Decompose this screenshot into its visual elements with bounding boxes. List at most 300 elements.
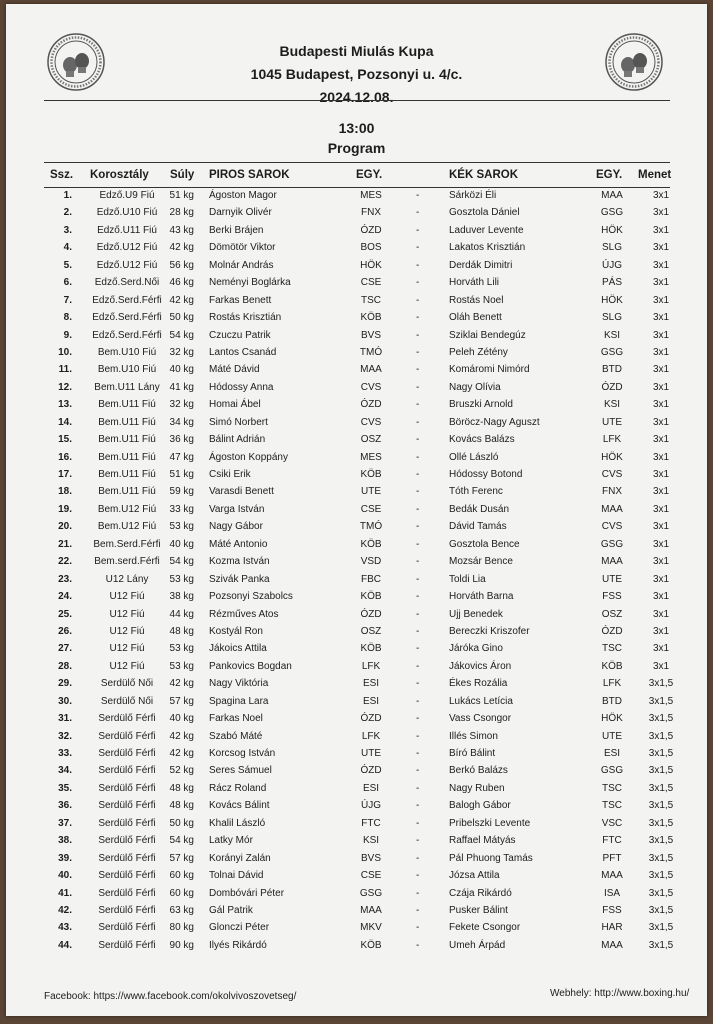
blue-corner-club: LFK [602, 434, 622, 446]
vs-dash: - [416, 416, 420, 428]
blue-corner-club: HÖK [601, 224, 623, 236]
red-corner-name: Ágoston Magor [209, 190, 277, 201]
rounds: 3x1,5 [648, 870, 674, 882]
bout-number: 43. [58, 922, 72, 934]
red-corner-name: Molnár András [209, 259, 274, 271]
blue-corner-name: Pál Phuong Tamás [449, 852, 533, 864]
red-corner-club: LFK [361, 730, 381, 742]
blue-corner-name: Jákovics Áron [449, 660, 512, 672]
age-group: Bem.U11 Lány [94, 381, 160, 393]
vs-dash: - [416, 782, 420, 794]
bout-number: 18. [58, 486, 72, 498]
red-corner-club: MES [360, 451, 382, 463]
weight-class: 60 kg [169, 887, 194, 899]
bout-number: 19. [58, 503, 72, 515]
red-corner-name: Berki Brájen [209, 224, 264, 236]
bout-row [44, 397, 670, 414]
red-corner-club: GSG [359, 887, 383, 899]
blue-corner-club: ÓZD [601, 625, 623, 637]
red-corner-name: Ágoston Koppány [209, 451, 288, 463]
red-corner-name: Rácz Roland [209, 782, 267, 794]
vs-dash: - [416, 381, 420, 393]
red-corner-club: FNX [361, 207, 381, 219]
bout-row [44, 537, 670, 554]
red-corner-club: KÖB [360, 643, 382, 655]
age-group: Edző.U12 Fiú [96, 259, 158, 271]
weight-class: 54 kg [169, 329, 194, 341]
vs-dash: - [416, 887, 420, 899]
blue-corner-name: Raffael Mátyás [449, 835, 516, 847]
weight-class: 40 kg [169, 364, 194, 376]
weight-class: 28 kg [169, 207, 194, 219]
weight-class: 51 kg [169, 190, 194, 201]
blue-corner-club: PÁS [601, 277, 622, 289]
vs-dash: - [416, 277, 420, 289]
rounds: 3x1,5 [648, 730, 674, 742]
header-divider [44, 100, 670, 101]
rounds: 3x1,5 [648, 800, 674, 812]
blue-corner-club: GSG [600, 765, 624, 777]
age-group: Serdülő Férfi [98, 870, 156, 882]
blue-corner-club: MAA [601, 190, 623, 201]
weight-class: 43 kg [169, 224, 194, 236]
blue-corner-name: Nagy Olívia [449, 381, 501, 393]
blue-corner-club: MAA [601, 870, 623, 882]
rounds: 3x1,5 [648, 817, 674, 829]
bout-row [44, 868, 674, 885]
bout-row [44, 380, 670, 397]
weight-class: 53 kg [169, 660, 194, 672]
blue-corner-club: HÖK [601, 451, 623, 463]
blue-corner-club: MAA [601, 939, 623, 951]
weight-class: 40 kg [169, 538, 194, 550]
blue-corner-club: FNX [602, 486, 622, 498]
vs-dash: - [416, 852, 420, 864]
vs-dash: - [416, 591, 420, 603]
bout-number: 9. [63, 329, 72, 341]
bout-row [44, 589, 670, 606]
program-title: Program [327, 140, 386, 156]
vs-dash: - [416, 242, 420, 254]
col-blue-header: KÉK SAROK [449, 169, 519, 181]
bout-row [44, 240, 670, 257]
blue-corner-name: Vass Csongor [449, 713, 512, 725]
age-group: Edző.U9 Fiú [99, 190, 155, 201]
red-corner-club: KÖB [360, 538, 382, 550]
blue-corner-name: Horváth Lili [449, 277, 500, 289]
blue-corner-club: UTE [602, 416, 622, 428]
col-blue-club-header: EGY. [596, 169, 623, 181]
vs-dash: - [416, 329, 420, 341]
age-group: Edző.Serd.Férfi [92, 329, 162, 341]
red-corner-name: Korányi Zalán [209, 852, 271, 864]
bout-row [44, 851, 674, 868]
bout-number: 36. [58, 800, 72, 812]
bout-number: 21. [58, 538, 72, 550]
bout-number: 23. [58, 573, 72, 585]
footer-website: Webhely: http://www.boxing.hu/ [550, 988, 690, 999]
weight-class: 36 kg [169, 434, 194, 446]
bout-number: 25. [58, 608, 72, 620]
weight-class: 32 kg [169, 346, 194, 358]
blue-corner-club: KÖB [601, 660, 623, 672]
red-corner-club: UTE [361, 748, 381, 759]
bout-number: 4. [63, 242, 72, 254]
red-corner-name: Szivák Panka [209, 573, 270, 585]
vs-dash: - [416, 904, 420, 916]
rounds: 3x1,5 [648, 713, 674, 725]
program-sheet [6, 4, 707, 1016]
blue-corner-name: Peleh Zétény [449, 346, 508, 358]
blue-corner-name: Illés Simon [449, 730, 498, 742]
bout-list [44, 188, 674, 955]
red-corner-name: Rostás Krisztián [209, 312, 282, 324]
blue-corner-name: Bereczki Kriszofer [449, 625, 530, 637]
col-age-header: Korosztály [90, 169, 149, 181]
red-corner-club: OSZ [360, 434, 382, 446]
bout-row [44, 519, 670, 536]
blue-corner-name: Czája Rikárdó [449, 887, 512, 899]
red-corner-name: Homai Ábel [209, 399, 261, 411]
red-corner-club: TMÓ [359, 346, 383, 358]
age-group: Edző.Serd.Férfi [92, 294, 162, 306]
rounds: 3x1 [652, 416, 670, 428]
red-corner-name: Nagy Viktória [209, 678, 269, 690]
rounds: 3x1 [652, 364, 670, 376]
weight-class: 50 kg [169, 312, 194, 324]
blue-corner-name: Pusker Bálint [449, 904, 508, 916]
blue-corner-club: UTE [602, 573, 622, 585]
event-header [6, 40, 707, 109]
rounds: 3x1 [652, 329, 670, 341]
bout-row [44, 903, 674, 920]
blue-corner-name: Sárközi Éli [449, 190, 497, 201]
blue-corner-name: Rostás Noel [449, 294, 504, 306]
age-group: Bem.U11 Fiú [98, 399, 156, 411]
vs-dash: - [416, 451, 420, 463]
blue-corner-name: Sziklai Bendegúz [449, 329, 526, 341]
bout-row [44, 310, 670, 327]
red-corner-club: ÓZD [360, 224, 382, 236]
rounds: 3x1 [652, 381, 670, 393]
rounds: 3x1 [652, 538, 670, 550]
red-corner-club: KÖB [360, 939, 382, 951]
age-group: Serdülő Férfi [98, 887, 156, 899]
blue-corner-club: MAA [601, 556, 623, 568]
weight-class: 48 kg [169, 782, 194, 794]
blue-corner-club: FSS [602, 591, 622, 603]
vs-dash: - [416, 748, 420, 759]
vs-dash: - [416, 713, 420, 725]
bout-row [44, 450, 670, 467]
red-corner-club: TMÓ [359, 521, 383, 533]
red-corner-name: Farkas Noel [209, 713, 263, 725]
vs-dash: - [416, 259, 420, 271]
blue-corner-club: ESI [603, 748, 621, 759]
red-corner-name: Nagy Gábor [209, 521, 263, 533]
bout-number: 35. [58, 782, 72, 794]
red-corner-name: Varga István [209, 503, 265, 515]
age-group: U12 Fiú [109, 643, 145, 655]
bout-row [44, 328, 670, 345]
blue-corner-name: Ollé László [449, 451, 499, 463]
rounds: 3x1 [652, 625, 670, 637]
weight-class: 42 kg [169, 242, 194, 254]
rounds: 3x1 [652, 207, 670, 219]
bout-row [44, 746, 674, 763]
red-corner-name: Darnyik Olivér [209, 207, 272, 219]
age-group: Bem.Serd.Férfi [93, 538, 161, 550]
bout-number: 11. [58, 364, 72, 376]
red-corner-club: MKV [360, 922, 382, 934]
col-weight-header: Súly [170, 169, 195, 181]
event-title: Budapesti Miulás Kupa [279, 43, 434, 59]
bout-row [44, 345, 670, 362]
bout-number: 41. [58, 887, 72, 899]
age-group: Bem.U11 Fiú [98, 469, 156, 480]
blue-corner-name: Dávid Tamás [449, 521, 507, 533]
weight-class: 48 kg [169, 625, 194, 637]
red-corner-name: Neményi Boglárka [209, 277, 291, 289]
red-corner-name: Kovács Bálint [209, 800, 270, 812]
red-corner-club: OSZ [360, 625, 382, 637]
red-corner-club: ÓZD [360, 608, 382, 620]
blue-corner-name: Tóth Ferenc [449, 486, 503, 498]
blue-corner-name: Józsa Attila [449, 870, 500, 882]
bout-row [44, 554, 670, 571]
blue-corner-name: Derdák Dimitri [449, 259, 513, 271]
age-group: Serdülő Férfi [98, 713, 156, 725]
blue-corner-club: BTD [602, 364, 622, 376]
bout-row [44, 659, 670, 676]
vs-dash: - [416, 660, 420, 672]
blue-corner-club: HÖK [601, 294, 623, 306]
red-corner-club: CVS [360, 381, 382, 393]
vs-dash: - [416, 625, 420, 637]
blue-corner-name: Bedák Dusán [449, 503, 510, 515]
red-corner-name: Latky Mór [209, 835, 253, 847]
weight-class: 33 kg [169, 503, 194, 515]
bout-number: 34. [58, 765, 72, 777]
red-corner-club: ÓZD [360, 399, 382, 411]
bout-number: 15. [58, 434, 72, 446]
rounds: 3x1,5 [648, 695, 674, 707]
weight-class: 51 kg [169, 469, 194, 480]
rounds: 3x1 [652, 224, 670, 236]
bout-number: 16. [58, 451, 72, 463]
bout-number: 30. [58, 695, 72, 707]
red-corner-name: Bálint Adrián [209, 434, 266, 446]
red-corner-name: Simó Norbert [209, 416, 268, 428]
bout-row [44, 763, 674, 780]
blue-corner-club: PFT [602, 852, 622, 864]
bout-row [44, 362, 670, 379]
age-group: Serdülő Női [100, 695, 154, 707]
bout-number: 29. [58, 678, 72, 690]
bout-number: 7. [63, 294, 72, 306]
age-group: Serdülő Férfi [98, 765, 156, 777]
red-corner-club: BOS [360, 242, 382, 254]
vs-dash: - [416, 364, 420, 376]
blue-corner-club: SLG [601, 242, 622, 254]
bout-number: 14. [58, 416, 72, 428]
red-corner-name: Khalil László [209, 817, 266, 829]
blue-corner-name: Hódossy Botond [449, 469, 523, 480]
vs-dash: - [416, 608, 420, 620]
bout-row [44, 676, 674, 693]
bout-row [44, 432, 670, 449]
event-date: 2024.12.08. [319, 89, 394, 105]
age-group: Serdülő Női [100, 678, 154, 690]
rounds: 3x1,5 [648, 852, 674, 864]
red-corner-name: Máté Antonio [209, 538, 268, 550]
blue-corner-club: CVS [601, 469, 623, 480]
red-corner-club: ESI [362, 782, 380, 794]
red-corner-name: Farkas Benett [209, 294, 272, 306]
vs-dash: - [416, 399, 420, 411]
bout-row [44, 886, 674, 903]
vs-dash: - [416, 503, 420, 515]
rounds: 3x1 [652, 242, 670, 254]
blue-corner-name: Berkó Balázs [449, 765, 508, 777]
weight-class: 41 kg [169, 381, 194, 393]
vs-dash: - [416, 190, 420, 201]
rounds: 3x1 [652, 259, 670, 271]
blue-corner-name: Umeh Árpád [449, 939, 506, 951]
age-group: Edző.U10 Fiú [96, 207, 158, 219]
red-corner-club: KÖB [360, 469, 382, 480]
red-corner-club: TSC [361, 294, 381, 306]
vs-dash: - [416, 556, 420, 568]
age-group: Bem.U10 Fiú [97, 346, 157, 358]
red-corner-name: Csiki Erik [209, 469, 251, 480]
blue-corner-name: Gosztola Bence [449, 538, 520, 550]
blue-corner-club: TSC [602, 782, 622, 794]
age-group: Serdülő Férfi [98, 939, 156, 951]
table-header [44, 162, 670, 188]
bout-number: 22. [58, 556, 72, 568]
weight-class: 53 kg [169, 643, 194, 655]
bout-number: 1. [63, 190, 72, 201]
rounds: 3x1,5 [648, 765, 674, 777]
bout-number: 6. [63, 277, 72, 289]
red-corner-club: FBC [361, 573, 381, 585]
bout-row [44, 694, 674, 711]
vs-dash: - [416, 800, 420, 812]
red-corner-name: Pozsonyi Szabolcs [209, 591, 293, 603]
rounds: 3x1 [652, 556, 670, 568]
red-corner-club: FTC [361, 817, 381, 829]
red-corner-club: MAA [360, 904, 382, 916]
blue-corner-club: OSZ [601, 608, 623, 620]
weight-class: 38 kg [169, 591, 194, 603]
blue-corner-club: KSI [603, 329, 621, 341]
blue-corner-name: Gosztola Dániel [449, 207, 520, 219]
blue-corner-name: Laduver Levente [449, 224, 524, 236]
bout-row [44, 467, 670, 484]
weight-class: 59 kg [169, 486, 194, 498]
col-red-header: PIROS SAROK [209, 169, 290, 181]
red-corner-club: ÓZD [360, 713, 382, 725]
vs-dash: - [416, 695, 420, 707]
bout-number: 39. [58, 852, 72, 864]
weight-class: 53 kg [169, 573, 194, 585]
weight-class: 80 kg [169, 922, 194, 934]
bout-row [44, 275, 670, 292]
vs-dash: - [416, 765, 420, 777]
weight-class: 47 kg [169, 451, 194, 463]
vs-dash: - [416, 538, 420, 550]
vs-dash: - [416, 730, 420, 742]
red-corner-club: CSE [360, 277, 382, 289]
weight-class: 57 kg [169, 852, 194, 864]
red-corner-name: Kozma István [209, 556, 270, 568]
bout-number: 27. [58, 643, 72, 655]
weight-class: 48 kg [169, 800, 194, 812]
age-group: Serdülő Férfi [98, 748, 156, 759]
weight-class: 53 kg [169, 521, 194, 533]
blue-corner-name: Lukács Letícia [449, 695, 513, 707]
rounds: 3x1 [652, 660, 670, 672]
vs-dash: - [416, 573, 420, 585]
blue-corner-name: Ujj Benedek [449, 608, 503, 620]
bout-number: 8. [63, 312, 72, 324]
event-address: 1045 Budapest, Pozsonyi u. 4/c. [250, 66, 463, 82]
red-corner-name: Seres Sámuel [209, 765, 272, 777]
weight-class: 57 kg [169, 695, 194, 707]
bout-row [44, 833, 674, 850]
age-group: Bem.U12 Fiú [97, 521, 157, 533]
bout-number: 13. [58, 399, 72, 411]
vs-dash: - [416, 224, 420, 236]
red-corner-club: MES [360, 190, 382, 201]
blue-corner-club: TSC [602, 643, 622, 655]
bout-row [44, 641, 670, 658]
red-corner-club: ÚJG [361, 800, 381, 812]
age-group: Bem.U12 Fiú [97, 503, 157, 515]
vs-dash: - [416, 346, 420, 358]
vs-dash: - [416, 207, 420, 219]
blue-corner-club: GSG [600, 346, 624, 358]
rounds: 3x1 [652, 573, 670, 585]
red-corner-name: Spagina Lara [209, 695, 269, 707]
red-corner-club: HÖK [360, 259, 382, 271]
blue-corner-name: Mozsár Bence [449, 556, 513, 568]
bout-row [44, 607, 670, 624]
rounds: 3x1,5 [648, 904, 674, 916]
weight-class: 52 kg [169, 765, 194, 777]
bout-row [44, 293, 670, 310]
bout-number: 17. [58, 469, 72, 480]
bout-number: 44. [58, 939, 72, 951]
weight-class: 63 kg [169, 904, 194, 916]
age-group: Edző.Serd.Férfi [92, 312, 162, 324]
bout-number: 32. [58, 730, 72, 742]
red-corner-club: CSE [360, 870, 382, 882]
rounds: 3x1 [652, 591, 670, 603]
col-red-club-header: EGY. [356, 169, 383, 181]
blue-corner-club: SLG [601, 312, 622, 324]
bout-number: 42. [58, 904, 72, 916]
red-corner-name: Varasdi Benett [209, 486, 274, 498]
age-group: Edző.U11 Fiú [97, 224, 157, 236]
rounds: 3x1 [652, 486, 670, 498]
age-group: U12 Fiú [109, 625, 145, 637]
age-group: Bem.U11 Fiú [98, 451, 156, 463]
bout-number: 26. [58, 625, 72, 637]
rounds: 3x1 [652, 643, 670, 655]
col-rounds-header: Menet [638, 169, 672, 181]
